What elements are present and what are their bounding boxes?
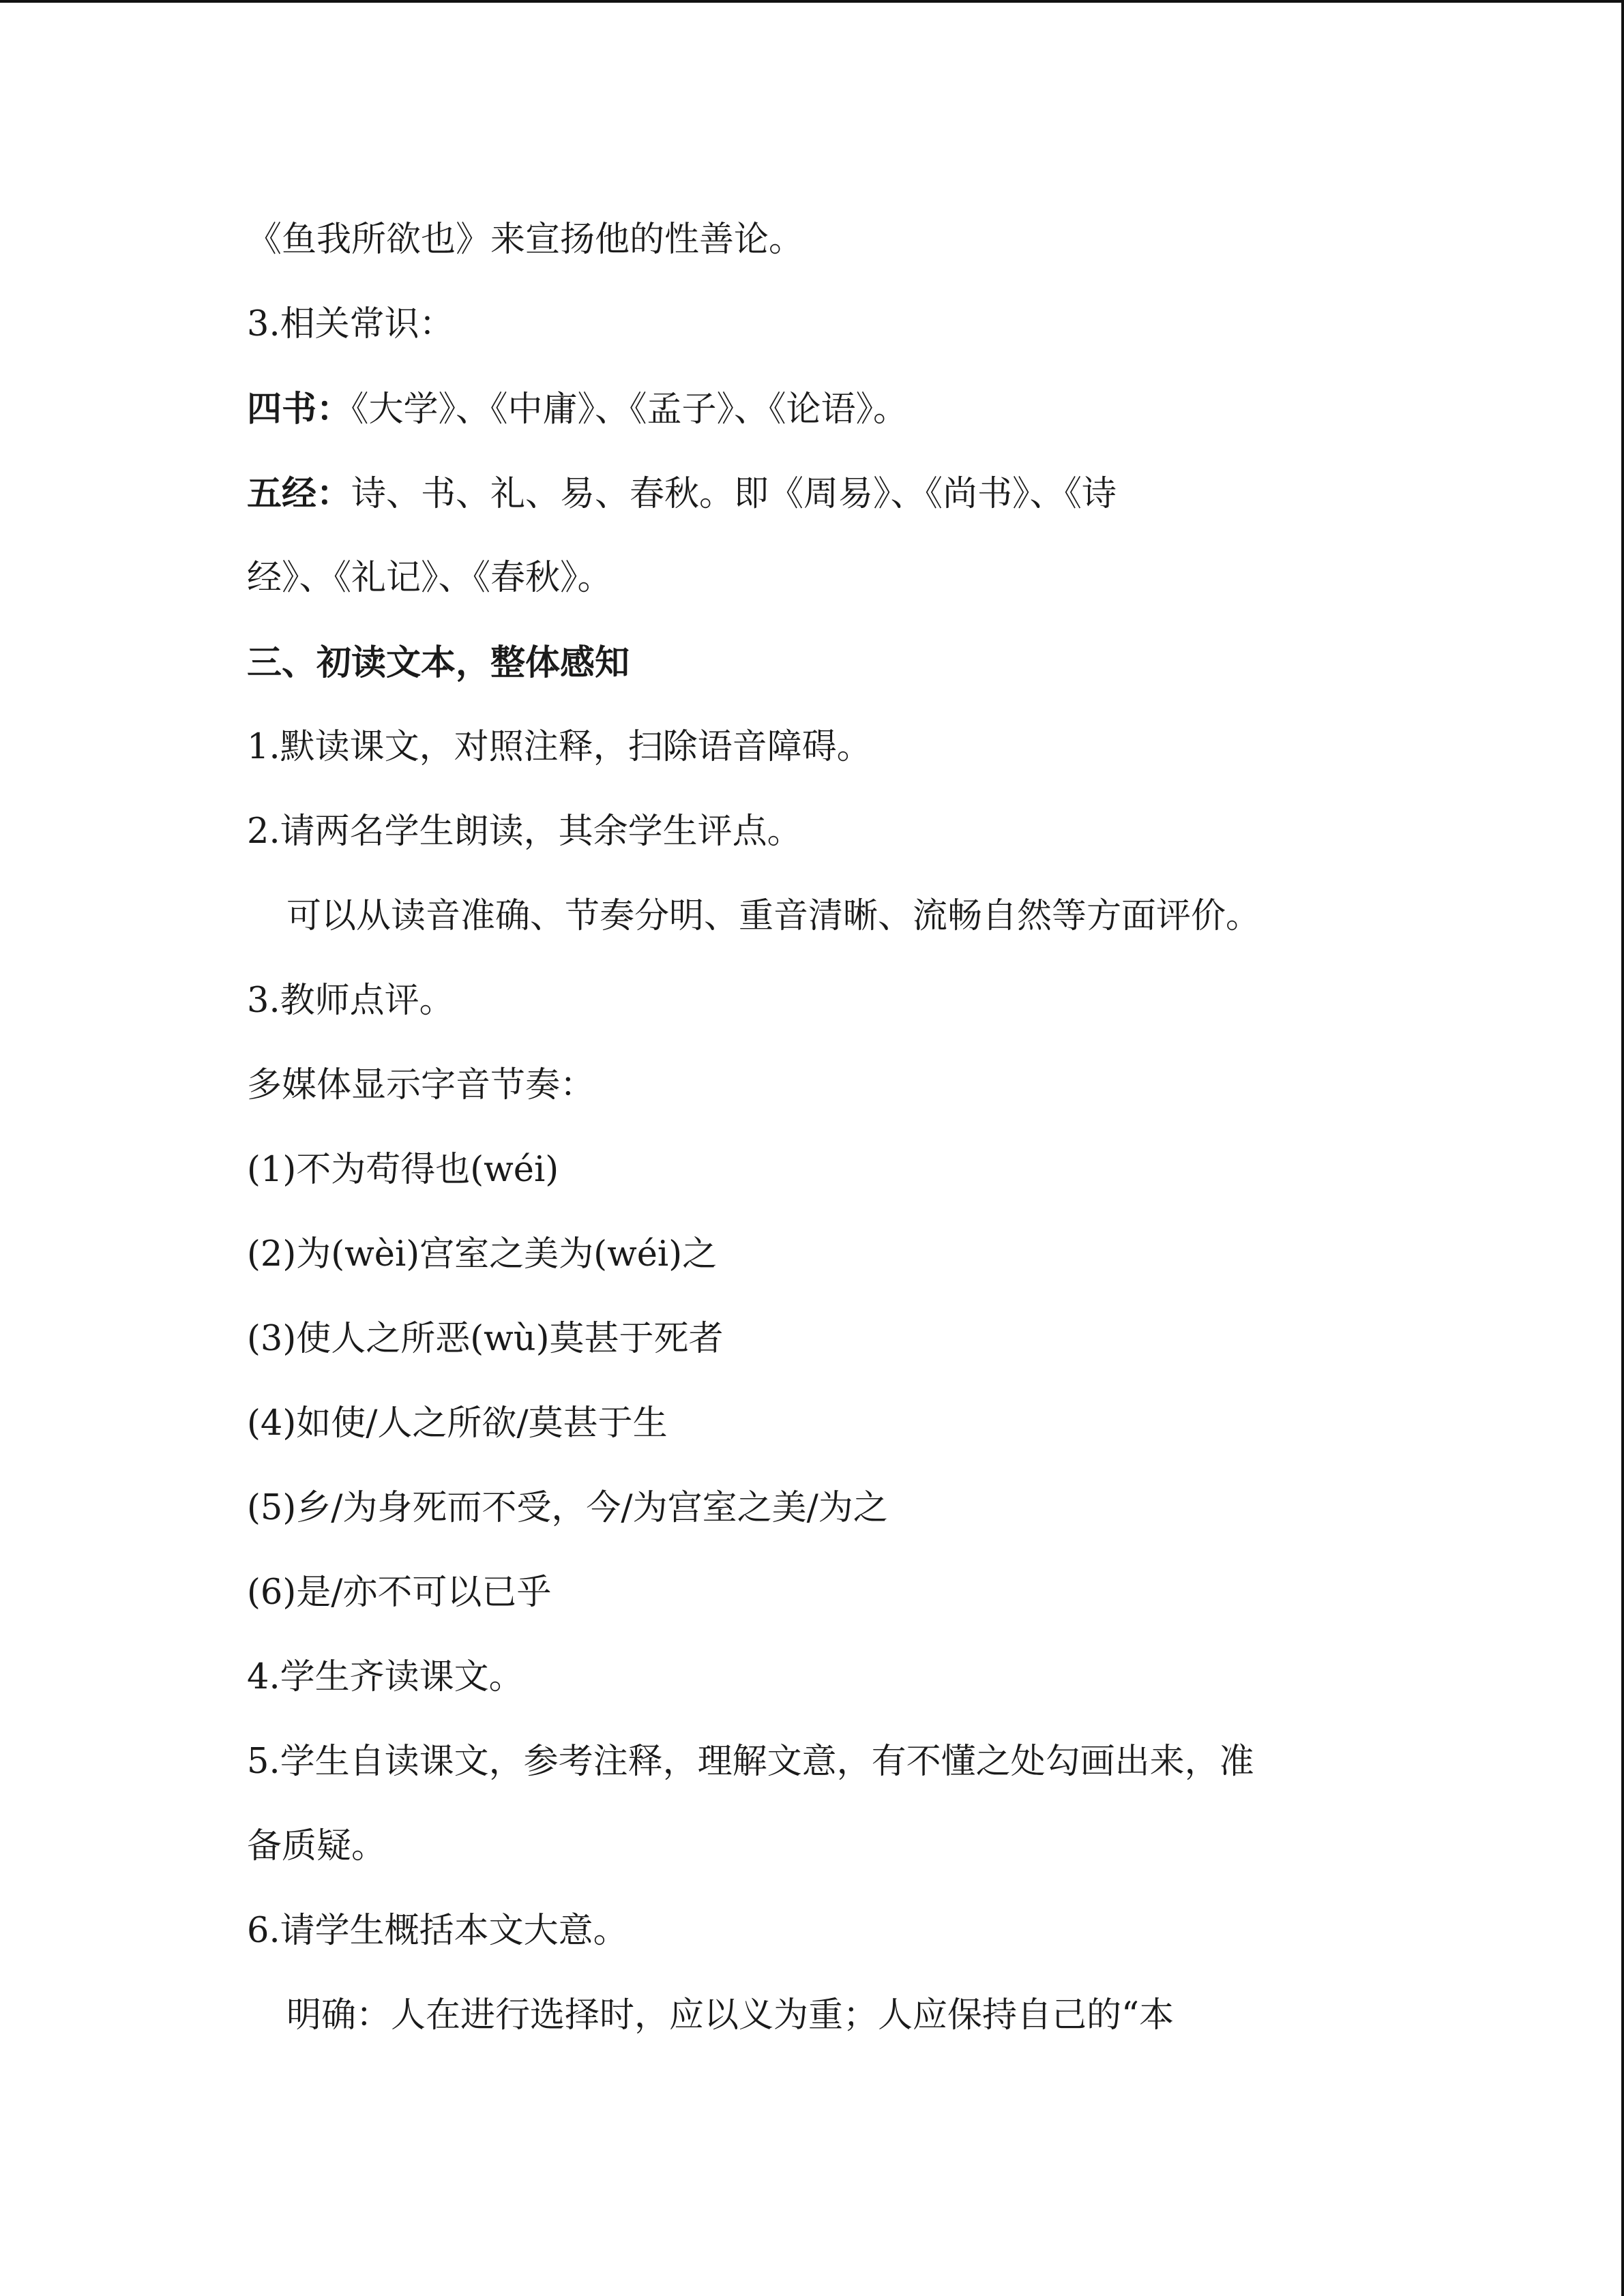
paragraph-line (247, 451, 1365, 536)
paragraph-line: 《鱼我所欲也》来宣扬他的性善论。 (247, 220, 804, 260)
rhythm-item: (5)乡/为身死而不受，今/为宫室之美/为之 (247, 1488, 888, 1528)
page-top-border (0, 0, 1624, 3)
step-item: 1.默读课文，对照注释，扫除语音障碍。 (247, 727, 872, 767)
rhythm-item: (4)如使/人之所欲/莫甚于生 (247, 1403, 668, 1444)
sishu-label: 四书： (247, 389, 352, 430)
paragraph-line: 3.相关常识： (247, 304, 454, 344)
sishu-text: 《大学》、《中庸》、《孟子》、《论语》。 (351, 389, 909, 430)
pronunciation-item: (3)使人之所恶(wù)莫甚于死者 (247, 1319, 724, 1359)
step-item: 2.请两名学生朗读，其余学生评点。 (247, 811, 802, 852)
pronunciation-item: (1)不为苟得也(wéi) (247, 1150, 559, 1190)
answer-line: 明确：人在进行选择时，应以义为重；人应保持自己的“本 (286, 1995, 1175, 2036)
paragraph-line: 经》、《礼记》、《春秋》。 (247, 558, 612, 598)
section-heading: 三、初读文本，整体感知 (247, 642, 630, 683)
wujing-label: 五经： (247, 473, 352, 514)
wujing-text: 诗、书、礼、易、春秋。即《周易》、《尚书》、《诗 (351, 474, 1117, 514)
media-label: 多媒体显示字音节奏： (247, 1065, 595, 1105)
step-item: 6.请学生概括本文大意。 (247, 1911, 628, 1951)
step-note: 可以从读音准确、节奏分明、重音清晰、流畅自然等方面评价。 (286, 896, 1261, 936)
step-item: 4.学生齐读课文。 (247, 1657, 524, 1697)
step-item: 5.学生自读课文，参考注释，理解文意，有不懂之处勾画出来，准 (247, 1742, 1254, 1782)
pronunciation-item: (2)为(wèi)宫室之美为(wéi)之 (247, 1234, 718, 1274)
paragraph-line (247, 367, 1365, 451)
rhythm-item: (6)是/亦不可以已乎 (247, 1572, 552, 1613)
page-right-border (1621, 0, 1624, 2296)
document-body (247, 198, 1365, 2058)
step-item: 3.教师点评。 (247, 981, 454, 1021)
step-item-continuation: 备质疑。 (247, 1826, 387, 1866)
